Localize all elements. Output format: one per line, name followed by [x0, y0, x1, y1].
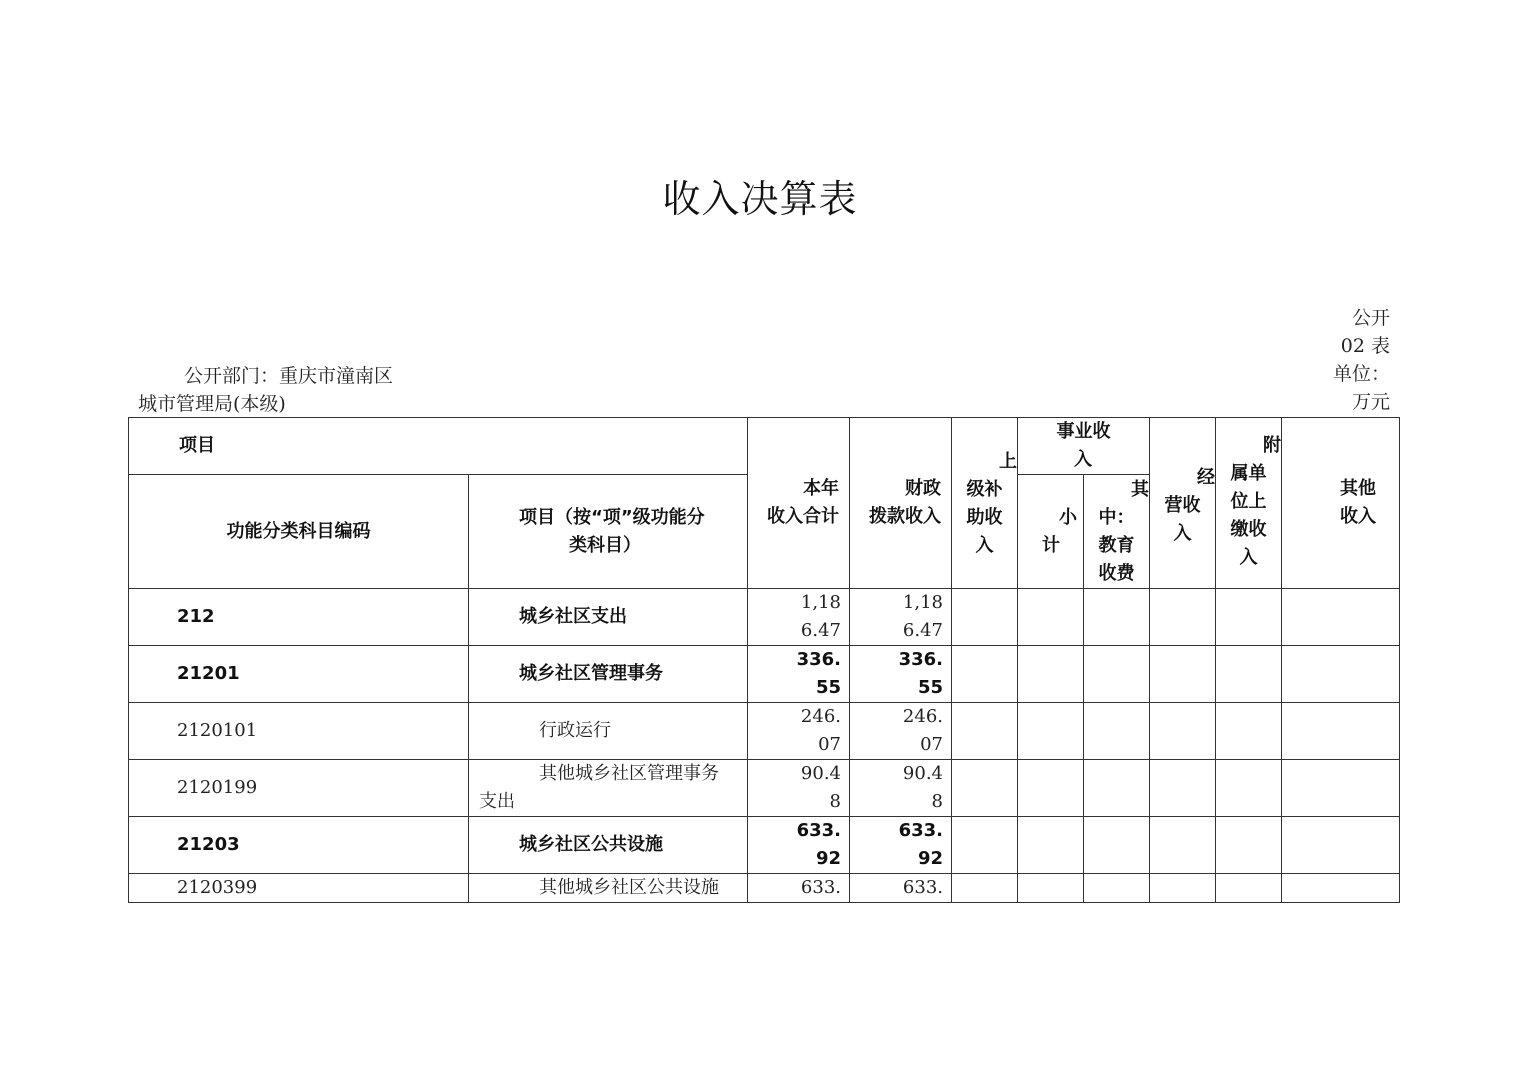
- unit-value: 万元: [1351, 391, 1390, 413]
- row-code: 2120101: [129, 703, 469, 760]
- table-row: [129, 703, 1400, 760]
- table-row: [129, 589, 1400, 646]
- table-number-and-unit: [1290, 304, 1390, 416]
- row-code: 212: [129, 589, 469, 646]
- row-total: 246. 07: [748, 703, 850, 760]
- row-name: 城乡社区管理事务: [469, 646, 748, 703]
- table-row: [129, 760, 1400, 817]
- row-code: 21201: [129, 646, 469, 703]
- row-total: 633. 92: [748, 817, 850, 874]
- header-fiscal: 财政 拨款收入: [850, 418, 952, 589]
- income-table: [128, 417, 1400, 903]
- row-total: 1,18 6.47: [748, 589, 850, 646]
- row-code: 2120399: [129, 874, 469, 903]
- page-title: 收入决算表: [662, 177, 858, 221]
- row-name: 城乡社区支出: [469, 589, 748, 646]
- table-number-line-2: 02 表: [1340, 335, 1390, 357]
- department-info: [138, 362, 438, 418]
- table-row: [129, 817, 1400, 874]
- row-fiscal: 633.: [850, 874, 952, 903]
- row-name: 其他城乡社区公共设施: [469, 874, 748, 903]
- header-affiliate-income: 附 属单 位上 缴收 入: [1216, 418, 1282, 589]
- header-name: 项目（按“项”级功能分 类科目）: [469, 475, 748, 589]
- row-fiscal: 246. 07: [850, 703, 952, 760]
- header-code: 功能分类科目编码: [129, 475, 469, 589]
- row-code: 2120199: [129, 760, 469, 817]
- row-fiscal: 336. 55: [850, 646, 952, 703]
- header-subtotal: 小 计: [1018, 475, 1084, 589]
- table-row: [129, 874, 1400, 903]
- header-education-fee: 其 中： 教育 收费: [1084, 475, 1150, 589]
- row-total: 90.4 8: [748, 760, 850, 817]
- header-upper-subsidy: 上 级补 助收 入: [952, 418, 1018, 589]
- header-item: 项目: [129, 418, 748, 475]
- row-fiscal: 1,18 6.47: [850, 589, 952, 646]
- row-name: 行政运行: [469, 703, 748, 760]
- header-career-income: 事业收 入: [1018, 418, 1150, 475]
- row-name: 城乡社区公共设施: [469, 817, 748, 874]
- unit-label: 单位：: [1332, 363, 1390, 385]
- header-other-income: 其他 收入: [1282, 418, 1400, 589]
- table-row: [129, 646, 1400, 703]
- row-name: 其他城乡社区管理事务 支出: [469, 760, 748, 817]
- department-line-1: 公开部门：重庆市潼南区: [184, 365, 394, 387]
- row-fiscal: 633. 92: [850, 817, 952, 874]
- row-fiscal: 90.4 8: [850, 760, 952, 817]
- row-total: 336. 55: [748, 646, 850, 703]
- row-code: 21203: [129, 817, 469, 874]
- header-total: 本年 收入合计: [748, 418, 850, 589]
- table-number-line-1: 公开: [1351, 307, 1390, 329]
- row-total: 633.: [748, 874, 850, 903]
- header-operating-income: 经 营收 入: [1150, 418, 1216, 589]
- department-line-2: 城市管理局(本级): [138, 393, 286, 415]
